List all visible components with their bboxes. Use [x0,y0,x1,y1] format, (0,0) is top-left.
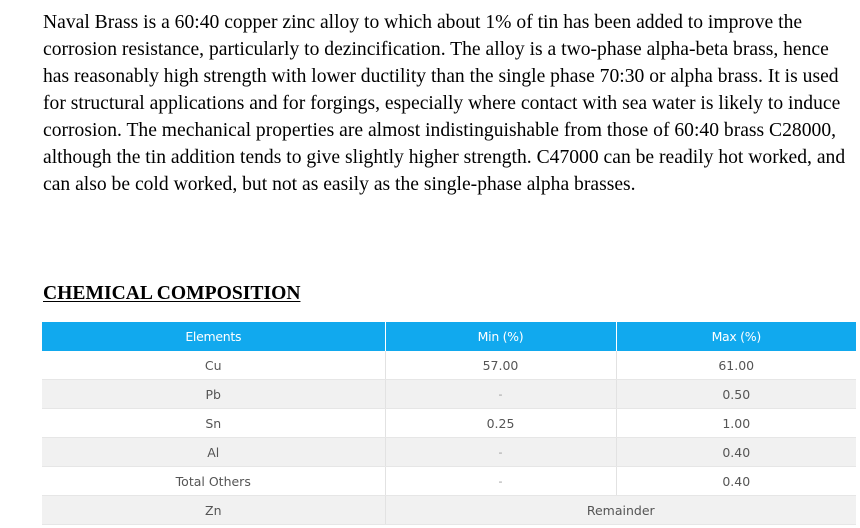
cell-remainder: Remainder [385,496,856,525]
cell-max: 1.00 [616,409,856,438]
header-elements: Elements [42,322,385,351]
table-row [42,438,856,467]
cell-element: Total Others [42,467,385,496]
cell-max: 0.40 [616,467,856,496]
cell-element: Al [42,438,385,467]
table-row [42,496,856,525]
intro-paragraph: Naval Brass is a 60:40 copper zinc alloy to which about 1% of tin has been added to improve the corrosion resistance, particularly to dezincification. The alloy is a two-phase alpha-beta brass, hence has reasonably high strength with lower ductility than the single phase 70:30 or alpha brass. It is used for structural applications and for forgings, especially where contact with sea water is likely to induce corrosion. The mechanical properties are almost indistinguishable from those of 60:40 brass C28000, although the tin addition tends to give slightly higher strength. C47000 can be readily hot worked, and can also be cold worked, but not as easily as the single-phase alpha brasses. [43,12,846,195]
cell-element: Cu [42,351,385,380]
cell-max: 0.40 [616,438,856,467]
cell-min: 0.25 [385,409,616,438]
table-row [42,409,856,438]
table-header-row [42,322,856,351]
section-heading-chemical-composition: CHEMICAL COMPOSITION [43,283,301,304]
cell-element: Pb [42,380,385,409]
cell-element: Sn [42,409,385,438]
cell-element: Zn [42,496,385,525]
cell-min: - [385,380,616,409]
cell-min: 57.00 [385,351,616,380]
header-min: Min (%) [385,322,616,351]
table-row [42,467,856,496]
cell-min: - [385,438,616,467]
cell-max: 61.00 [616,351,856,380]
cell-max: 0.50 [616,380,856,409]
table-row [42,380,856,409]
cell-min: - [385,467,616,496]
table-row [42,351,856,380]
chemical-composition-table [42,322,856,525]
header-max: Max (%) [616,322,856,351]
